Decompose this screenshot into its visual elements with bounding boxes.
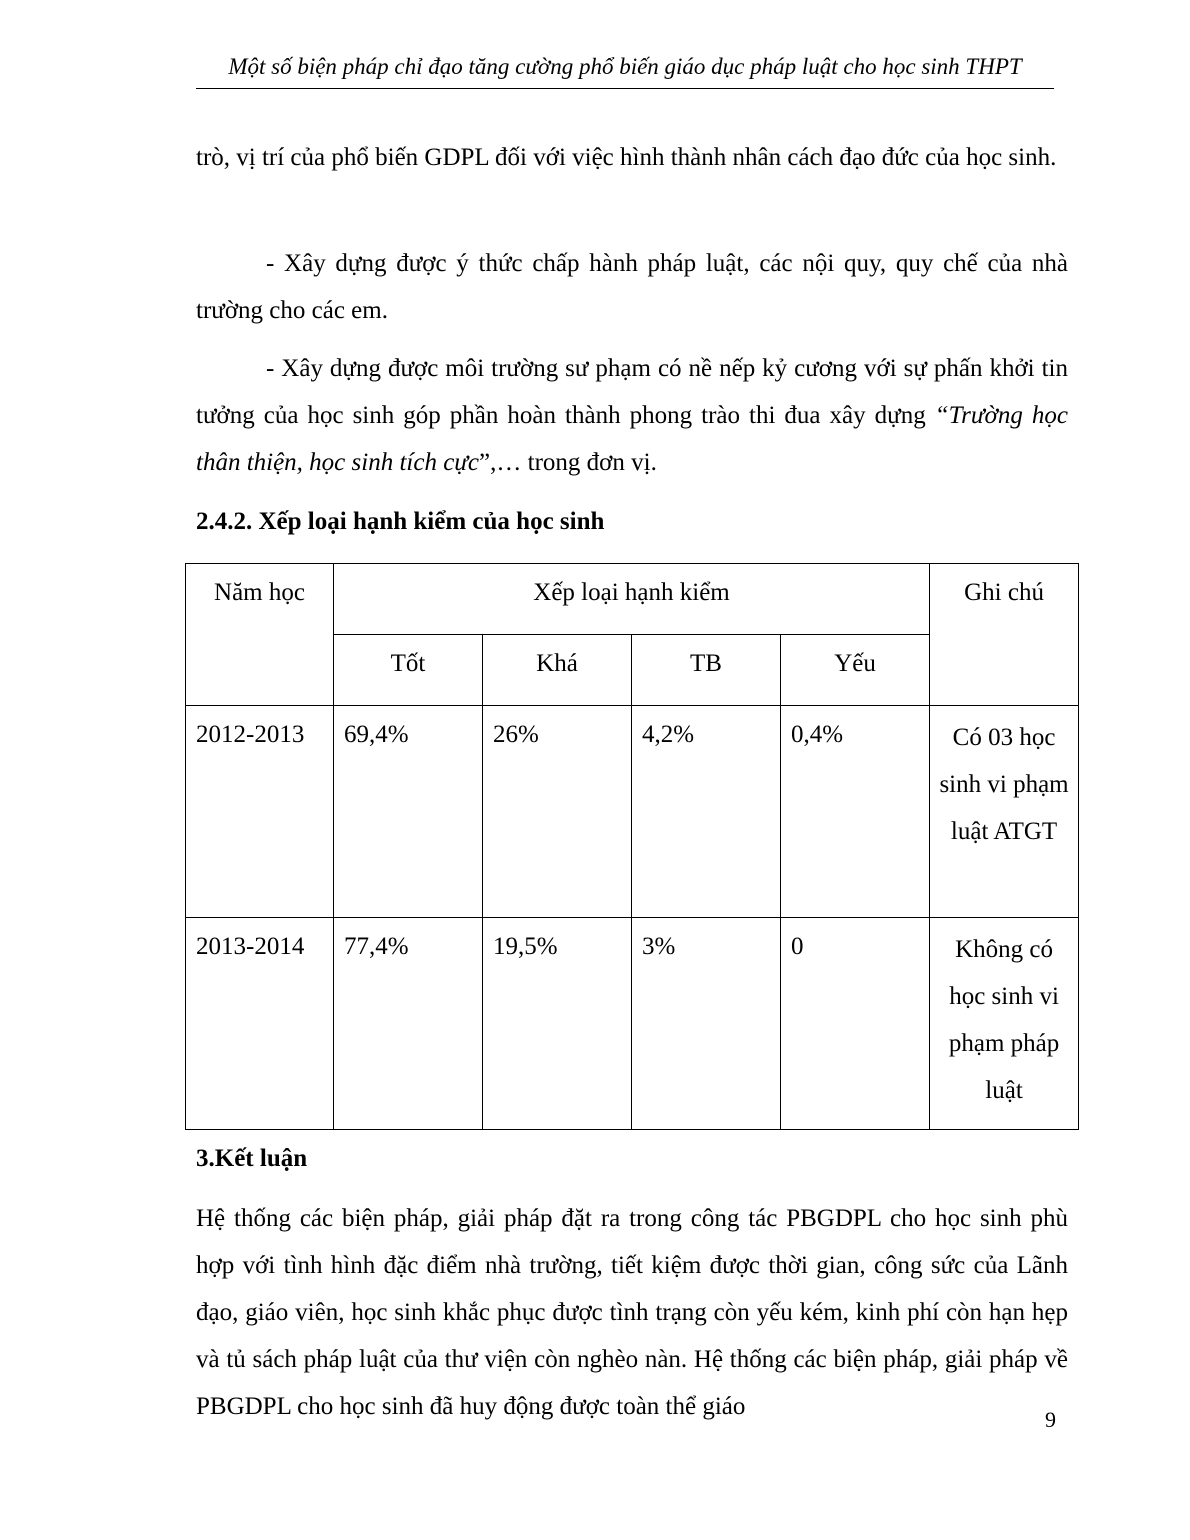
- paragraph-pedagogical-environment: [196, 345, 1068, 486]
- cell-fair: 26%: [483, 706, 632, 918]
- header-school-year: Năm học: [186, 564, 334, 706]
- page-number: 9: [1045, 1407, 1056, 1432]
- cell-good: 77,4%: [334, 918, 483, 1130]
- cell-note: Có 03 học sinh vi phạm luật ATGT: [930, 706, 1079, 918]
- cell-weak: 0,4%: [781, 706, 930, 918]
- header-notes: Ghi chú: [930, 564, 1079, 706]
- cell-average: 4,2%: [632, 706, 781, 918]
- section-heading-conclusion: 3.Kết luận: [196, 1145, 308, 1172]
- header-conduct-rating: Xếp loại hạnh kiểm: [334, 564, 930, 635]
- cell-fair: 19,5%: [483, 918, 632, 1130]
- subheader-good: Tốt: [334, 635, 483, 706]
- cell-good: 69,4%: [334, 706, 483, 918]
- paragraph-text: - Xây dựng được môi trường sư phạm có nề nếp kỷ cương với sự phấn khởi tin tưởng của học sinh góp phần hoàn thành phong trào thi đua xây dựng: [196, 355, 1068, 429]
- subheader-weak: Yếu: [781, 635, 930, 706]
- section-heading-conduct: 2.4.2. Xếp loại hạnh kiểm của học sinh: [196, 508, 605, 535]
- conduct-rating-table: [185, 563, 1079, 1130]
- table-row: [186, 706, 1079, 918]
- cell-average: 3%: [632, 918, 781, 1130]
- paragraph-role-of-gdpl: trò, vị trí của phổ biến GDPL đối với việc hình thành nhân cách đạo đức của học sinh.: [196, 144, 1057, 171]
- running-header: Một số biện pháp chỉ đạo tăng cường phổ biến giáo dục pháp luật cho học sinh THPT: [196, 50, 1054, 89]
- table-row: [186, 918, 1079, 1130]
- paragraph-conclusion: Hệ thống các biện pháp, giải pháp đặt ra trong công tác PBGDPL cho học sinh phù hợp với tình hình đặc điểm nhà trường, tiết kiệm được thời gian, công sức của Lãnh đạo, giáo viên, học sinh khắc phục được tình trạng còn yếu kém, kinh phí còn hạn hẹp và tủ sách pháp luật của thư viện còn nghèo nàn. Hệ thống các biện pháp, giải pháp về PBGDPL cho học sinh đã huy động được toàn thể giáo: [196, 1205, 1068, 1420]
- cell-weak: 0: [781, 918, 930, 1130]
- campaign-name: “Trường học thân thiện, học sinh tích cực: [196, 402, 1069, 476]
- paragraph-law-awareness: - Xây dựng được ý thức chấp hành pháp luật, các nội quy, quy chế của nhà trường cho các em.: [196, 250, 1068, 324]
- paragraph-text-end: ”,… trong đơn vị.: [479, 449, 657, 476]
- subheader-average: TB: [632, 635, 781, 706]
- subheader-fair: Khá: [483, 635, 632, 706]
- cell-year: 2013-2014: [186, 918, 334, 1130]
- cell-note: Không có học sinh vi phạm pháp luật: [930, 918, 1079, 1130]
- cell-year: 2012-2013: [186, 706, 334, 918]
